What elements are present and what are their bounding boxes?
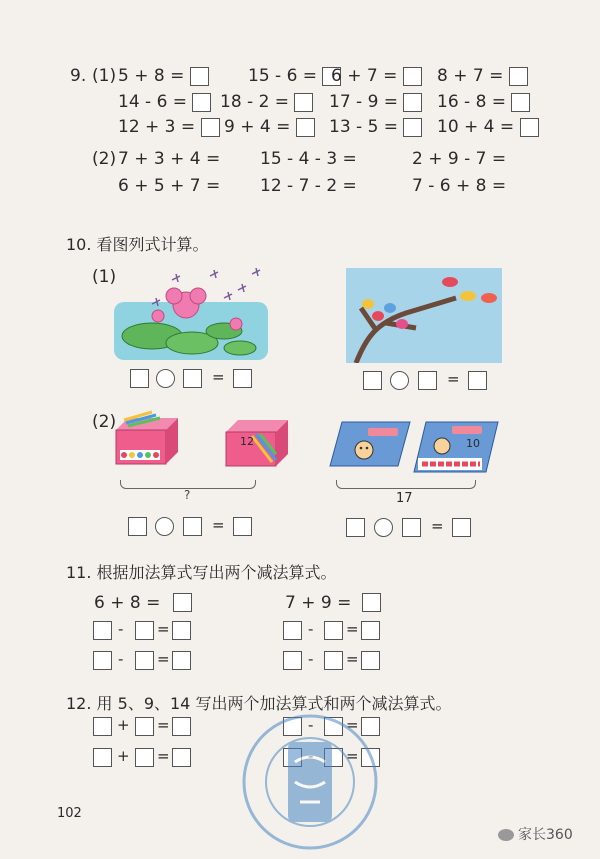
minus-sign: -	[118, 620, 124, 638]
answer-box[interactable]	[402, 518, 421, 537]
equals-sign: =	[346, 716, 359, 734]
answer-box[interactable]	[511, 93, 530, 112]
q9-row4-eq1: 7 + 3 + 4 =	[118, 149, 221, 169]
page-number: 102	[57, 806, 82, 821]
equals-sign: =	[157, 650, 170, 668]
equals-sign: =	[346, 747, 359, 765]
answer-box[interactable]	[172, 651, 191, 670]
q12-heading: 12. 用 5、9、14 写出两个加法算式和两个减法算式。	[66, 694, 452, 713]
birds-on-branch-picture	[346, 268, 502, 363]
watermark-text: 家长360	[518, 827, 573, 843]
pink-box-count: 12	[240, 435, 254, 448]
answer-box[interactable]	[130, 369, 149, 388]
q9-number: 9.	[70, 66, 87, 86]
lotus-pond-picture	[112, 268, 270, 363]
answer-box[interactable]	[403, 67, 422, 86]
pink-crayon-box-closed	[222, 416, 292, 468]
q9-part1-label: (1)	[92, 66, 117, 86]
watermark-badge	[498, 824, 573, 844]
q9-row3-eq1: 12 + 3 =	[118, 117, 220, 137]
q9-row2-eq2: 18 - 2 =	[220, 92, 313, 112]
q9-row1-eq4: 8 + 7 =	[437, 66, 528, 86]
answer-box[interactable]	[361, 651, 380, 670]
answer-box[interactable]	[173, 593, 192, 612]
q9-row4-eq3: 2 + 9 - 7 =	[412, 149, 507, 169]
q9-row2-eq1: 14 - 6 =	[118, 92, 211, 112]
q9-row5-eq2: 12 - 7 - 2 =	[260, 176, 357, 196]
q9-part2-label: (2)	[92, 149, 117, 169]
q9-row5-eq1: 6 + 5 + 7 =	[118, 176, 221, 196]
blue-box-count: 10	[466, 437, 480, 450]
answer-box[interactable]	[520, 118, 539, 137]
blue-crayon-box-closed	[328, 414, 412, 472]
q9-row3-eq2: 9 + 4 =	[224, 117, 315, 137]
answer-box[interactable]	[93, 748, 112, 767]
answer-box[interactable]	[403, 93, 422, 112]
answer-box[interactable]	[283, 621, 302, 640]
answer-box[interactable]	[192, 93, 211, 112]
q9-row1-eq3: 6 + 7 =	[331, 66, 422, 86]
plus-sign: +	[117, 716, 130, 734]
answer-box[interactable]	[172, 748, 191, 767]
equals-sign: =	[157, 716, 170, 734]
q9-row3-eq3: 13 - 5 =	[329, 117, 422, 137]
q9-row3-eq4: 10 + 4 =	[437, 117, 539, 137]
minus-sign: -	[308, 620, 314, 638]
chat-icon	[498, 829, 514, 841]
answer-box[interactable]	[183, 517, 202, 536]
answer-box[interactable]	[93, 651, 112, 670]
answer-box[interactable]	[346, 518, 365, 537]
q9-row1-eq2: 15 - 6 =	[248, 66, 341, 86]
answer-box[interactable]	[135, 621, 154, 640]
equals-sign: =	[346, 650, 359, 668]
q11-eq2: 7 + 9 =	[285, 593, 352, 613]
answer-box[interactable]	[324, 651, 343, 670]
equals-sign: =	[157, 620, 170, 638]
pink-crayon-box-open	[112, 410, 182, 466]
answer-box[interactable]	[324, 621, 343, 640]
equals-sign: =	[212, 368, 225, 386]
equals-sign: =	[346, 620, 359, 638]
stamp-logo	[240, 712, 380, 852]
equals-sign: =	[157, 747, 170, 765]
answer-box[interactable]	[135, 651, 154, 670]
answer-box[interactable]	[93, 717, 112, 736]
q9-row4-eq2: 15 - 4 - 3 =	[260, 149, 357, 169]
brace-right	[336, 480, 476, 489]
answer-box[interactable]	[294, 93, 313, 112]
answer-box[interactable]	[403, 118, 422, 137]
q9-row1-eq1: 5 + 8 =	[118, 66, 209, 86]
answer-box[interactable]	[233, 517, 252, 536]
answer-box[interactable]	[128, 517, 147, 536]
answer-box[interactable]	[172, 621, 191, 640]
answer-box[interactable]	[452, 518, 471, 537]
q9-row2-eq3: 17 - 9 =	[329, 92, 422, 112]
answer-box[interactable]	[233, 369, 252, 388]
minus-sign: -	[308, 650, 314, 668]
blue-crayon-box-open	[412, 418, 502, 476]
answer-box[interactable]	[509, 67, 528, 86]
q10-part1-label: (1)	[92, 267, 117, 287]
q10-part2-label: (2)	[92, 412, 117, 432]
operator-circle[interactable]	[390, 371, 409, 390]
answer-box[interactable]	[93, 621, 112, 640]
answer-box[interactable]	[363, 371, 382, 390]
q10-heading: 10. 看图列式计算。	[66, 235, 209, 254]
q9-row5-eq3: 7 - 6 + 8 =	[412, 176, 507, 196]
minus-sign: -	[308, 716, 314, 734]
total-count: 17	[396, 491, 413, 506]
equals-sign: =	[447, 370, 460, 388]
plus-sign: +	[117, 747, 130, 765]
equals-sign: =	[431, 517, 444, 535]
answer-box[interactable]	[361, 621, 380, 640]
answer-box[interactable]	[296, 118, 315, 137]
answer-box[interactable]	[190, 67, 209, 86]
answer-box[interactable]	[183, 369, 202, 388]
answer-box[interactable]	[135, 748, 154, 767]
minus-sign: -	[118, 650, 124, 668]
equals-sign: =	[212, 516, 225, 534]
answer-box[interactable]	[135, 717, 154, 736]
operator-circle[interactable]	[156, 369, 175, 388]
answer-box[interactable]	[468, 371, 487, 390]
answer-box[interactable]	[362, 593, 381, 612]
q9-row2-eq4: 16 - 8 =	[437, 92, 530, 112]
q11-heading: 11. 根据加法算式写出两个减法算式。	[66, 563, 337, 582]
q11-eq1: 6 + 8 =	[94, 593, 161, 613]
answer-box[interactable]	[283, 651, 302, 670]
answer-box[interactable]	[172, 717, 191, 736]
answer-box[interactable]	[418, 371, 437, 390]
operator-circle[interactable]	[374, 518, 393, 537]
operator-circle[interactable]	[155, 517, 174, 536]
answer-box[interactable]	[201, 118, 220, 137]
question-mark: ?	[184, 488, 191, 502]
